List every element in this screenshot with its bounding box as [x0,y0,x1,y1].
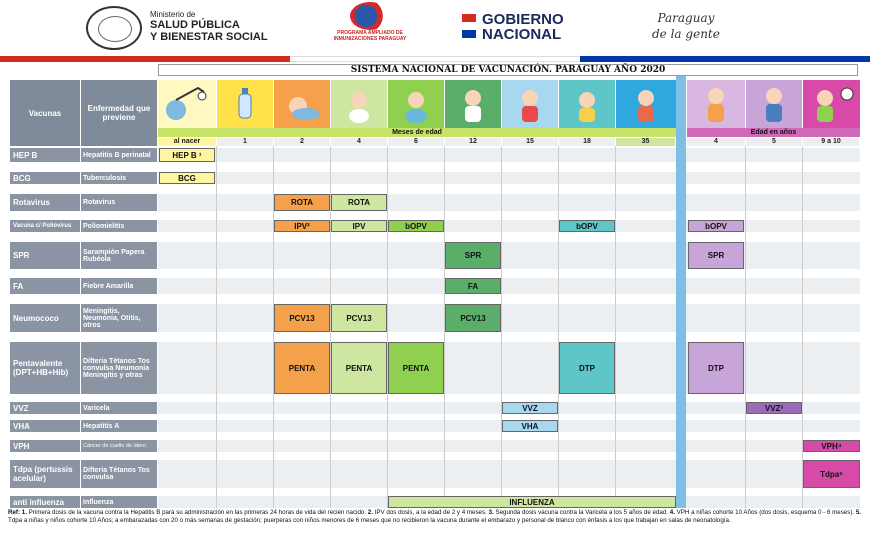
disease-label: Hepatitis B perinatal [81,148,157,162]
baby-sitting-icon [331,80,387,128]
vaccine-label: Pentavalente (DPT+HB+Hib) [10,342,80,394]
grid-line [745,146,746,508]
disease-label: Cáncer de cuello de útero [81,440,157,452]
toddler-walking-icon [616,80,676,128]
dose-bopv: bOPV [388,220,444,232]
red-stripe [0,56,290,62]
age-cell: 12 [445,138,502,146]
ref-number: 4. [669,509,675,516]
baby-sleeping-icon [274,80,330,128]
disease-label: Sarampión Papera Rubéola [81,242,157,269]
vaccine-label: Tdpa (pertussis acelular) [10,460,80,488]
disease-label: Varicela [81,402,157,414]
pai-logo-icon [350,2,390,30]
baby-stork-icon [158,80,216,128]
dose-dtp: DTP [559,342,615,394]
age-cell: al nacer [158,138,217,146]
age-separator [676,76,686,508]
row-bg [158,460,860,488]
ref-text: Segunda dosis vacuna contra la Varicela a los 5 años de edad. [493,509,669,516]
vaccine-label: VHA [10,420,80,432]
paraguay-logo [652,10,720,42]
disease-label: Tuberculosis [81,172,157,184]
republic-seal-icon [86,6,142,50]
age-cell: 18 [559,138,616,146]
child-5-icon [746,80,802,128]
white-stripe [290,56,580,62]
age-cell: 4 [687,138,746,146]
dose-rota: ROTA [274,194,330,211]
age-cell: 35 [616,138,676,146]
baby-crawling-icon [388,80,444,128]
dose-vha: VHA [502,420,558,432]
ministry-line2: Y BIENESTAR SOCIAL [150,31,268,43]
toddler-bending-icon [559,80,615,128]
dose-ipv: IPV [331,220,387,232]
pai-text: PROGRAMA AMPLIADO DE INMUNIZACIONES PARAGUAY [333,30,407,42]
baby-bottle-icon [217,80,273,128]
age-cell: 9 a 10 [803,138,860,146]
references-note [8,509,864,524]
row-bg [158,342,860,394]
flag-icon [462,14,476,38]
child-4-icon [687,80,745,128]
gob-line2: NACIONAL [482,26,562,43]
band-anios: Edad en años [687,128,860,137]
blue-stripe [580,56,870,62]
dose-fa: FA [445,278,501,294]
dose-vvz: VVZ³ [746,402,802,414]
grid-line [387,146,388,508]
disease-label: Hepatitis A [81,420,157,432]
gobierno-logo [462,12,564,42]
vaccine-label: Rotavirus [10,194,80,211]
page-header [0,0,870,58]
age-cell: 5 [746,138,803,146]
column-header-vacunas: Vacunas [10,80,80,146]
disease-label: Rotavirus [81,194,157,211]
grid-line [216,146,217,508]
age-cell: 2 [274,138,331,146]
dose-penta: PENTA [331,342,387,394]
vaccine-label: FA [10,278,80,294]
row-bg [158,440,860,452]
child-ball-icon [803,80,860,128]
dose-influenza: INFLUENZA [388,496,676,508]
ref-number: 2. [367,509,373,516]
dose-spr: SPR [445,242,501,269]
disease-label: Difteria Tétanos Tos convulsa [81,460,157,488]
age-cell: 6 [388,138,445,146]
dose-vph: VPH⁴ [803,440,860,452]
vaccine-label: Vacuna c/ Poliovirus [10,220,80,232]
row-bg [158,220,860,232]
page-title: SISTEMA NACIONAL DE VACUNACIÓN. PARAGUAY AÑO 2020 [158,64,858,76]
row-bg [158,304,860,332]
column-header-enfermedad: Enfermedad que previene [81,80,157,146]
dose-pcv13: PCV13 [331,304,387,332]
vaccine-label: SPR [10,242,80,269]
dose-dtp: DTP [688,342,744,394]
band-meses: Meses de edad [158,128,676,137]
grid-line [558,146,559,508]
pz-line1: Paraguay [657,11,715,25]
ref-label: Ref: [8,509,21,516]
ministry-small-text: Ministerio de [150,10,196,19]
disease-label: Fiebre Amarilla [81,278,157,294]
dose-bopv: bOPV [559,220,615,232]
dose-penta: PENTA [274,342,330,394]
dose-bopv: bOPV [688,220,744,232]
dose-tdpa: Tdpa⁵ [803,460,860,488]
ministry-line1: SALUD PÚBLICA [150,19,240,31]
ref-text: Tdpa a niñas y niños cohorte 10 Años; a embarazadas con 20 o más semanas de gestación; puerperas con niños menores de 6 meses que no recibieron la vacuna durante el embarazo y personal de blanco con énfasis a los que trabajan en salas de neonatología. [8,516,731,524]
vaccine-label: BCG [10,172,80,184]
ref-number: 5. [855,509,862,516]
grid-line [802,146,803,508]
row-bg [158,194,860,211]
ref-text: Primera dosis de la vacuna contra la Hepatitis B para su administración en las primeras 24 horas de vida del recién nacido. [26,509,367,516]
disease-label: Difteria Tétanos Tos convulsa Neumonía Meningitis y otras [81,342,157,394]
dose-vvz: VVZ [502,402,558,414]
row-bg [158,278,860,294]
dose-penta: PENTA [388,342,444,394]
dose-spr: SPR [688,242,744,269]
row-bg [158,148,860,162]
dose-ipv: IPV² [274,220,330,232]
pz-line2: de la gente [652,27,720,41]
ref-text: IPV dos dosis, a la edad de 2 y 4 meses. [372,509,487,516]
pai-logo [330,2,410,42]
row-bg [158,242,860,269]
disease-label: Influenza [81,496,157,508]
row-bg [158,172,860,184]
vaccine-label: HEP B [10,148,80,162]
age-cell: 15 [502,138,559,146]
ref-text: VPH a niñas cohorte 10 Años (dos dosis, esquema 0 - 6 meses). [674,509,855,516]
dose-pcv13: PCV13 [445,304,501,332]
vaccine-label: Neumococo [10,304,80,332]
dose-bcg: BCG [159,172,215,184]
dose-hepb: HEP B ¹ [159,148,215,162]
ministry-logo [150,10,268,43]
vaccine-label: VPH [10,440,80,452]
disease-label: Meningitis, Neumonía, Otitis, otros [81,304,157,332]
age-cell: 4 [331,138,388,146]
grid-line [615,146,616,508]
dose-pcv13: PCV13 [274,304,330,332]
vaccine-label: VVZ [10,402,80,414]
vaccine-label: anti influenza [10,496,80,508]
baby-standing-icon [445,80,501,128]
disease-label: Poliomielitis [81,220,157,232]
age-cell: 1 [217,138,274,146]
toddler-icon [502,80,558,128]
grid-line [501,146,502,508]
dose-rota: ROTA [331,194,387,211]
gob-line1: GOBIERNO [482,11,564,28]
ref-number: 1. [21,509,27,516]
ref-number: 3. [488,509,494,516]
